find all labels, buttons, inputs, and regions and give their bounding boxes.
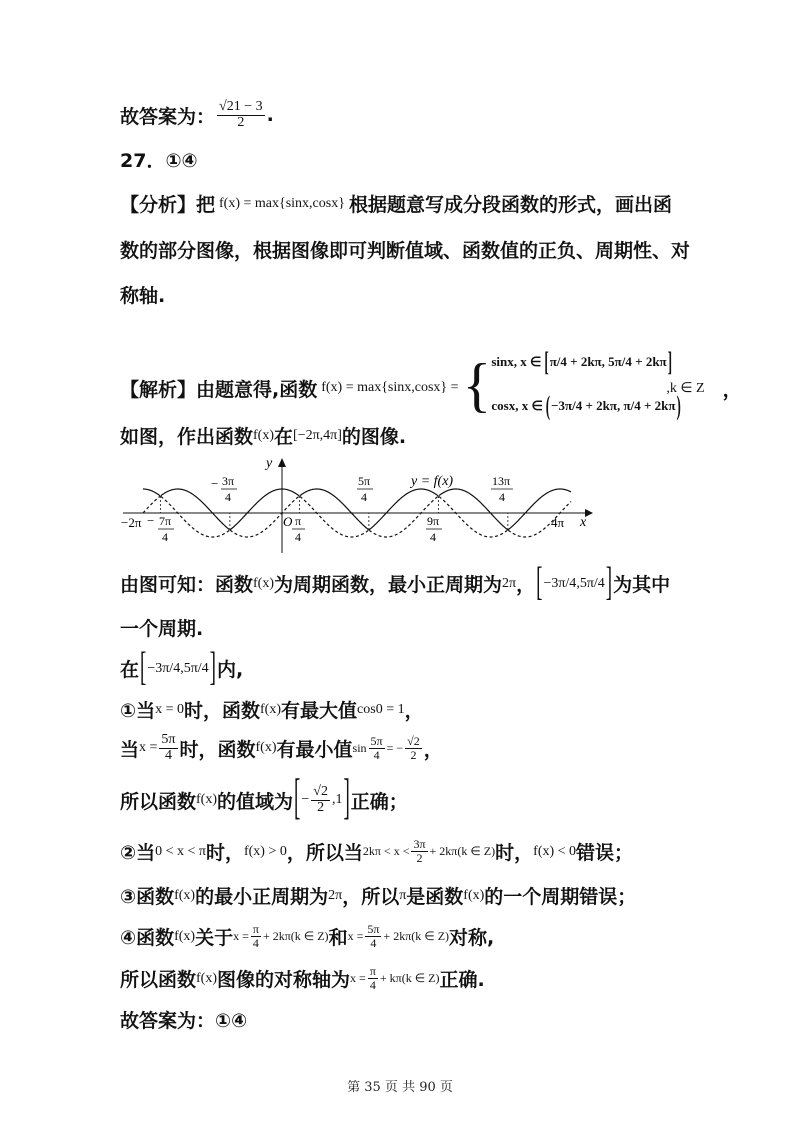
y-axis-label: y — [266, 456, 273, 471]
fraction-numerator: √2 — [313, 784, 328, 799]
period-line-2: 一个周期. — [120, 618, 204, 640]
x-axis-label: x — [580, 515, 587, 530]
label-pi4-num: π — [295, 514, 302, 528]
piecewise-cases — [491, 345, 681, 428]
piecewise-case-2 — [491, 389, 682, 421]
item-3-pre: ③函数 — [120, 886, 175, 908]
interval-end: 5π/4 — [183, 660, 209, 676]
fraction-denominator: 4 — [370, 936, 377, 950]
item-2-mid2: ，所以当 — [286, 842, 363, 864]
case-2-interval: −3π/4 + 2kπ, π/4 + 2kπ — [551, 398, 676, 413]
neg-sign-3pi4: − — [211, 476, 219, 491]
period-text: 由图可知：函数 — [120, 574, 254, 596]
left-bracket: [ — [544, 345, 549, 377]
axis-fraction — [368, 965, 378, 991]
item-4-line — [120, 923, 494, 950]
item-2-pre: ②当 — [120, 842, 156, 864]
item-1-line — [120, 696, 424, 723]
graph-intro-post: 的图像. — [341, 426, 407, 448]
fx-positive: f(x) > 0 — [243, 843, 287, 859]
item-3-line — [120, 882, 636, 909]
condition-2-pre: 2kπ < x < — [362, 844, 410, 858]
item-2-mid3: 时， — [495, 842, 534, 864]
fraction-denominator: 4 — [164, 747, 172, 763]
solution-expression: f(x) = max{sinx,cosx} = — [321, 380, 459, 395]
right-bracket: ] — [343, 771, 350, 827]
left-end-label: −2π — [121, 515, 142, 530]
within-line: 在 [ −3π/4 , 5π/4 ] 内, — [120, 655, 243, 682]
max-value: cos0 = 1 — [357, 701, 405, 717]
right-bracket: ] — [667, 345, 673, 377]
right-bracket: ] — [605, 560, 613, 605]
fraction-numerator: 5π — [367, 922, 380, 937]
fraction-numerator: √21 − 3 — [219, 99, 263, 114]
condition-x: x = — [139, 740, 158, 756]
item-1b-mid2: 有最小值 — [276, 738, 353, 761]
fx-expression: f(x) — [260, 701, 282, 717]
equals-neg: = − — [386, 740, 404, 755]
sin-label: sin — [352, 740, 367, 755]
fraction-denominator: 4 — [373, 747, 380, 762]
item-1-mid2: 有最大值 — [281, 700, 358, 722]
item-1-pre: ①当 — [120, 700, 156, 722]
analysis-line-1 — [120, 190, 672, 217]
fx-expression: f(x) — [196, 970, 218, 986]
axis-b-post: + 2kπ(k ∈ Z) — [383, 929, 450, 943]
answer-line-26 — [120, 100, 274, 130]
fraction-numerator: 3π — [413, 837, 426, 852]
piecewise-case-1 — [491, 345, 673, 377]
fx-expression: f(x) — [196, 792, 218, 808]
fx-expression: f(x) — [253, 427, 275, 443]
axis-a-pre: x = — [233, 929, 249, 943]
label-5pi4-num: 5π — [358, 474, 371, 488]
left-bracket: [ — [536, 560, 543, 605]
solution-line — [120, 345, 742, 428]
period-value: 2π — [502, 575, 517, 591]
graph-intro-line — [120, 422, 406, 449]
analysis-line-3: 称轴. — [120, 285, 166, 307]
fx-expression: f(x) — [174, 928, 196, 944]
case-2-expression: cosx, x ∈ — [491, 398, 543, 413]
fx-expression: f(x) — [255, 740, 277, 756]
answer-fraction — [217, 100, 265, 130]
interval-end: 5π/4 — [579, 575, 605, 591]
label-9pi4-num: 9π — [427, 514, 440, 528]
fraction-numerator: 5π — [370, 734, 383, 749]
label-3pi4-num: 3π — [222, 474, 235, 488]
right-paren: ) — [676, 389, 681, 421]
symmetry-axis-line — [120, 965, 485, 992]
graph-intro-mid: 在 — [274, 426, 294, 448]
condition-2-post: + 2kπ(k ∈ Z) — [429, 844, 496, 858]
separator: ， — [516, 574, 536, 596]
label-7pi4-num: 7π — [159, 514, 172, 528]
item-4-mid: 关于 — [195, 927, 234, 949]
label-pi4-den: 4 — [295, 530, 301, 544]
axis-a-post: + 2kπ(k ∈ Z) — [262, 929, 329, 943]
root-fraction — [405, 735, 422, 761]
left-bracket: [ — [294, 771, 301, 827]
axis-pre: x = — [350, 971, 366, 985]
period-value: 2π — [328, 887, 343, 903]
right-end-label: 4π — [551, 515, 565, 530]
period-post: 为其中 — [613, 574, 671, 596]
period-mark: . — [266, 104, 274, 127]
condition-2-fraction — [411, 838, 427, 864]
interval-start: −3π/4 — [147, 660, 181, 676]
question-number-27: 27．①④ — [120, 150, 198, 172]
fx-expression: f(x) — [463, 887, 485, 903]
fx-solid-sin-segment — [161, 489, 508, 530]
right-bracket: ] — [209, 645, 216, 690]
item-1b-pre: 当 — [120, 738, 140, 761]
fraction-denominator: 4 — [252, 936, 259, 950]
function-graph — [115, 455, 595, 555]
left-paren: ( — [545, 389, 551, 421]
item-1b-mid: 时，函数 — [179, 738, 256, 761]
condition-0-pi: 0 < x < π — [155, 843, 206, 859]
comma-mark: ， — [722, 378, 742, 401]
axis-b-fraction — [365, 923, 381, 949]
item-4-post: 对称, — [449, 927, 495, 949]
axis-b-pre: x = — [347, 929, 364, 943]
axis-line-mid: 图像的对称轴为 — [217, 969, 351, 991]
analysis-tag: 【分析】把 — [120, 194, 216, 216]
neg-sign-7pi4: − — [147, 513, 155, 528]
label-13pi4-num: 13π — [492, 474, 511, 488]
piecewise-brace: { — [462, 352, 492, 418]
fraction-denominator: 2 — [237, 114, 245, 130]
item-3-mid3: 是函数 — [406, 886, 464, 908]
fraction-numerator: √2 — [407, 734, 420, 749]
neg-sign: − — [301, 792, 310, 808]
within-post: 内, — [217, 659, 244, 681]
item-2-line — [120, 838, 633, 865]
fraction-denominator: 2 — [410, 747, 417, 762]
analysis-line-2: 数的部分图像，根据图像即可判断值域、函数值的正负、周期性、对 — [120, 240, 691, 262]
fraction-numerator: π — [369, 964, 376, 979]
item-2-post: 错误； — [576, 842, 634, 864]
analysis-text: 根据题意写成分段函数的形式，画出函 — [348, 194, 672, 216]
condition-fraction — [159, 733, 177, 763]
max-expression: f(x) = max{sinx,cosx} — [219, 195, 345, 211]
label-3pi4-den: 4 — [225, 490, 231, 504]
range-mid: 的值域为 — [217, 790, 294, 813]
axis-post: + kπ(k ∈ Z) — [379, 971, 440, 985]
case-1-expression: sinx, x ∈ — [491, 354, 542, 369]
within-pre: 在 — [120, 659, 140, 681]
fraction-denominator: 2 — [317, 799, 325, 815]
fraction-numerator: 5π — [161, 732, 176, 747]
axis-line-post: 正确. — [439, 969, 485, 991]
graph-intro-text: 如图，作出函数 — [120, 426, 254, 448]
fraction-denominator: 2 — [416, 851, 423, 865]
solution-tag: 【解析】由题意得,函数 — [120, 378, 318, 401]
curve-label: y = f(x) — [411, 474, 454, 489]
range-line — [120, 771, 408, 827]
comma-mark: ， — [404, 700, 424, 722]
page-footer: 第 35 页 共 90 页 — [347, 1080, 453, 1095]
sin-fraction — [369, 735, 385, 761]
fx-solid-cos-segment — [143, 489, 571, 530]
axis-line-pre: 所以函数 — [120, 969, 197, 991]
range-post: 正确； — [350, 790, 408, 813]
fx-expression: f(x) — [253, 575, 275, 591]
item-3-mid2: ，所以 — [342, 886, 400, 908]
pi-value: π — [399, 887, 407, 903]
and-word: 和 — [328, 927, 348, 949]
fx-expression: f(x) — [174, 887, 196, 903]
condition-x0: x = 0 — [155, 701, 184, 717]
item-3-post: 的一个周期错误； — [484, 886, 637, 908]
axis-a-fraction — [251, 923, 261, 949]
period-line-1: 由图可知：函数 f(x) 为周期函数，最小正周期为 2π ， [ −3π/4 , 5π/4 ] 为其中 — [120, 570, 670, 597]
item-2-mid: 时， — [205, 842, 244, 864]
label-5pi4-den: 4 — [361, 490, 367, 504]
interval-start: −3π/4 — [543, 575, 577, 591]
range-end: ,1 — [331, 792, 343, 808]
comma-mark: ， — [423, 738, 443, 761]
range-pre: 所以函数 — [120, 790, 197, 813]
fx-negative: f(x) < 0 — [533, 843, 577, 859]
label-9pi4-den: 4 — [430, 530, 436, 544]
k-condition: ,k ∈ Z — [666, 380, 705, 396]
answer-label: 故答案为： — [120, 105, 216, 128]
origin-label: O — [283, 514, 293, 529]
item-1-mid: 时，函数 — [184, 700, 261, 722]
item-4-pre: ④函数 — [120, 927, 175, 949]
range-fraction — [311, 785, 330, 815]
label-13pi4-den: 4 — [499, 490, 505, 504]
period-mid: 为周期函数，最小正周期为 — [274, 574, 503, 596]
item-3-mid: 的最小正周期为 — [195, 886, 329, 908]
y-axis-arrow — [278, 458, 286, 467]
label-7pi4-den: 4 — [162, 530, 168, 544]
left-bracket: [ — [140, 645, 147, 690]
cos-dashed-segment — [161, 496, 508, 537]
fraction-numerator: π — [252, 922, 259, 937]
item-1b-line — [120, 733, 443, 763]
fraction-denominator: 4 — [369, 978, 376, 992]
graph-interval: [−2π,4π] — [293, 427, 342, 443]
final-answer: 故答案为：①④ — [120, 1010, 248, 1032]
case-1-interval: π/4 + 2kπ, 5π/4 + 2kπ — [549, 354, 667, 369]
